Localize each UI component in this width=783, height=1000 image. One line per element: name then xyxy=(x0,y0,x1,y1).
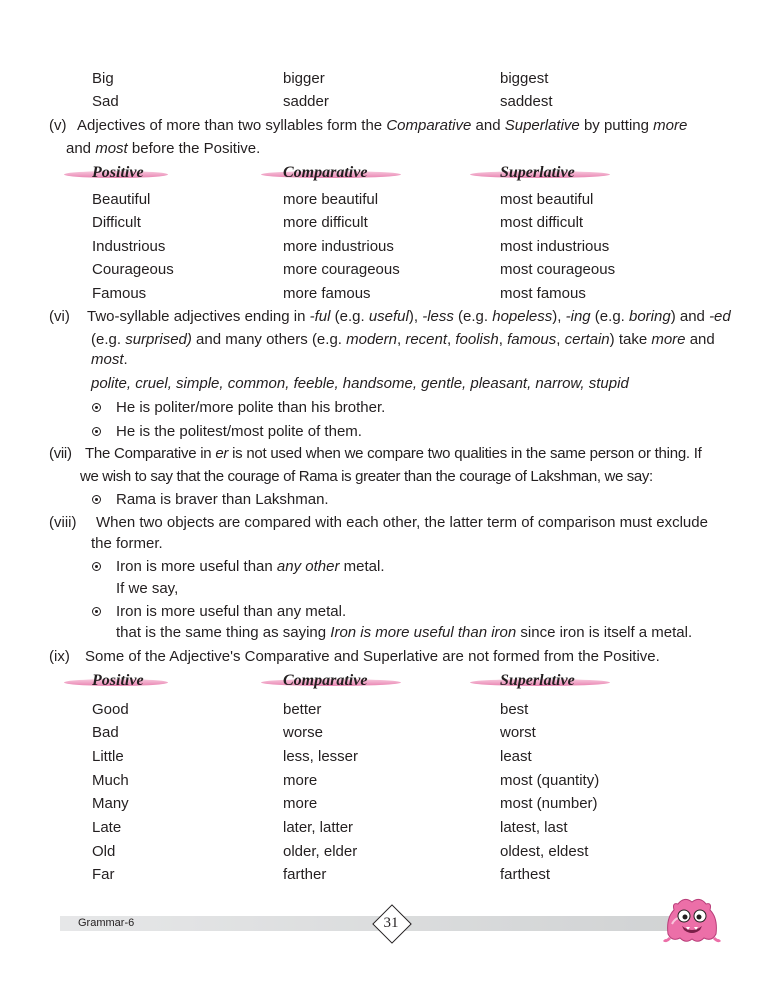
table-row xyxy=(0,68,783,90)
table-row xyxy=(0,189,783,211)
table-header xyxy=(0,162,783,188)
bullet-icon xyxy=(92,562,101,571)
positive-cell: Many xyxy=(92,795,129,812)
comparative-cell: later, latter xyxy=(283,819,354,836)
rule-text: (e.g. surprised) and many others (e.g. modern, recent, foolish, famous, certain) take more and xyxy=(91,331,715,348)
positive-cell: Bad xyxy=(92,724,119,741)
table-row xyxy=(0,864,783,886)
positive-cell: Big xyxy=(92,70,114,87)
book-title: Grammar-6 xyxy=(78,917,135,929)
positive-cell: Good xyxy=(92,701,129,718)
table-row xyxy=(0,746,783,768)
table-row xyxy=(0,841,783,863)
superlative-cell: oldest, eldest xyxy=(500,843,589,860)
superlative-cell: most courageous xyxy=(500,261,616,278)
table-row xyxy=(0,283,783,305)
bullet-icon xyxy=(92,403,101,412)
rule-text: The Comparative in er is not used when we compare two qualities in the same person or thing. If xyxy=(85,445,702,462)
table-header xyxy=(0,670,783,696)
superlative-cell: most famous xyxy=(500,285,586,302)
example-sentence: Iron is more useful than any metal. xyxy=(116,603,347,620)
comparative-cell: worse xyxy=(283,724,324,741)
comparative-cell: more industrious xyxy=(283,238,394,255)
superlative-cell: best xyxy=(500,701,529,718)
comparative-cell: better xyxy=(283,701,322,718)
table-row xyxy=(0,722,783,744)
rule-text: most. xyxy=(91,351,128,368)
positive-cell: Sad xyxy=(92,93,119,110)
positive-cell: Far xyxy=(92,866,115,883)
positive-cell: Famous xyxy=(92,285,147,302)
example-words: polite, cruel, simple, common, feeble, handsome, gentle, pleasant, narrow, stupid xyxy=(91,375,629,392)
superlative-cell: most (number) xyxy=(500,795,598,812)
comparative-cell: more xyxy=(283,772,318,789)
note-text: that is the same thing as saying Iron is more useful than iron since iron is itself a metal. xyxy=(116,624,693,641)
example-sentence: He is the politest/most polite of them. xyxy=(116,423,362,440)
positive-cell: Old xyxy=(92,843,116,860)
table-row xyxy=(0,236,783,258)
header-superlative: Superlative xyxy=(500,672,575,689)
note-text: If we say, xyxy=(116,580,179,597)
positive-cell: Much xyxy=(92,772,129,789)
example-sentence: Rama is braver than Lakshman. xyxy=(116,491,329,508)
rule-number: (v) xyxy=(49,117,67,134)
superlative-cell: least xyxy=(500,748,532,765)
positive-cell: Difficult xyxy=(92,214,141,231)
superlative-cell: most difficult xyxy=(500,214,584,231)
comparative-cell: more beautiful xyxy=(283,191,379,208)
comparative-cell: bigger xyxy=(283,70,325,87)
comparative-cell: farther xyxy=(283,866,327,883)
table-row xyxy=(0,91,783,113)
bullet-icon xyxy=(92,495,101,504)
superlative-cell: latest, last xyxy=(500,819,568,836)
table-row xyxy=(0,770,783,792)
bullet-icon xyxy=(92,607,101,616)
rule-number: (vi) xyxy=(49,308,70,325)
header-comparative: Comparative xyxy=(283,672,368,689)
header-superlative: Superlative xyxy=(500,164,575,181)
table-row xyxy=(0,212,783,234)
pink-monster-mascot-icon xyxy=(662,894,722,944)
bullet-icon xyxy=(92,427,101,436)
comparative-cell: less, lesser xyxy=(283,748,359,765)
comparative-cell: more famous xyxy=(283,285,371,302)
rule-number: (ix) xyxy=(49,648,70,665)
rule-text: the former. xyxy=(91,535,163,552)
comparative-cell: more courageous xyxy=(283,261,400,278)
positive-cell: Late xyxy=(92,819,122,836)
rule-text: Adjectives of more than two syllables form the Comparative and Superlative by putting more xyxy=(77,117,688,134)
table-row xyxy=(0,259,783,281)
positive-cell: Courageous xyxy=(92,261,174,278)
rule-text: Two-syllable adjectives ending in -ful (e.g. useful), -less (e.g. hopeless), -ing (e.g. boring) and -ed xyxy=(87,308,731,325)
rule-text: we wish to say that the courage of Rama is greater than the courage of Lakshman, we say: xyxy=(80,468,653,485)
superlative-cell: saddest xyxy=(500,93,553,110)
comparative-cell: older, elder xyxy=(283,843,358,860)
superlative-cell: most beautiful xyxy=(500,191,594,208)
example-sentence: He is politer/more polite than his brother. xyxy=(116,399,386,416)
header-comparative: Comparative xyxy=(283,164,368,181)
rule-text: and most before the Positive. xyxy=(66,140,261,157)
table-row xyxy=(0,793,783,815)
superlative-cell: most (quantity) xyxy=(500,772,600,789)
superlative-cell: worst xyxy=(500,724,536,741)
table-row xyxy=(0,817,783,839)
table-row xyxy=(0,699,783,721)
comparative-cell: sadder xyxy=(283,93,329,110)
comparative-cell: more difficult xyxy=(283,214,368,231)
comparative-cell: more xyxy=(283,795,318,812)
positive-cell: Little xyxy=(92,748,124,765)
rule-text: Some of the Adjective's Comparative and Superlative are not formed from the Positive. xyxy=(85,648,660,665)
example-sentence: Iron is more useful than any other metal. xyxy=(116,558,385,575)
rule-number: (vii) xyxy=(49,445,72,462)
positive-cell: Beautiful xyxy=(92,191,151,208)
rule-number: (viii) xyxy=(49,514,77,531)
superlative-cell: most industrious xyxy=(500,238,610,255)
positive-cell: Industrious xyxy=(92,238,166,255)
page-number: 31 xyxy=(383,915,399,931)
header-positive: Positive xyxy=(92,672,144,689)
header-positive: Positive xyxy=(92,164,144,181)
footer-bar xyxy=(60,916,675,931)
rule-text: When two objects are compared with each other, the latter term of comparison must exclude xyxy=(96,514,708,531)
superlative-cell: farthest xyxy=(500,866,551,883)
superlative-cell: biggest xyxy=(500,70,549,87)
